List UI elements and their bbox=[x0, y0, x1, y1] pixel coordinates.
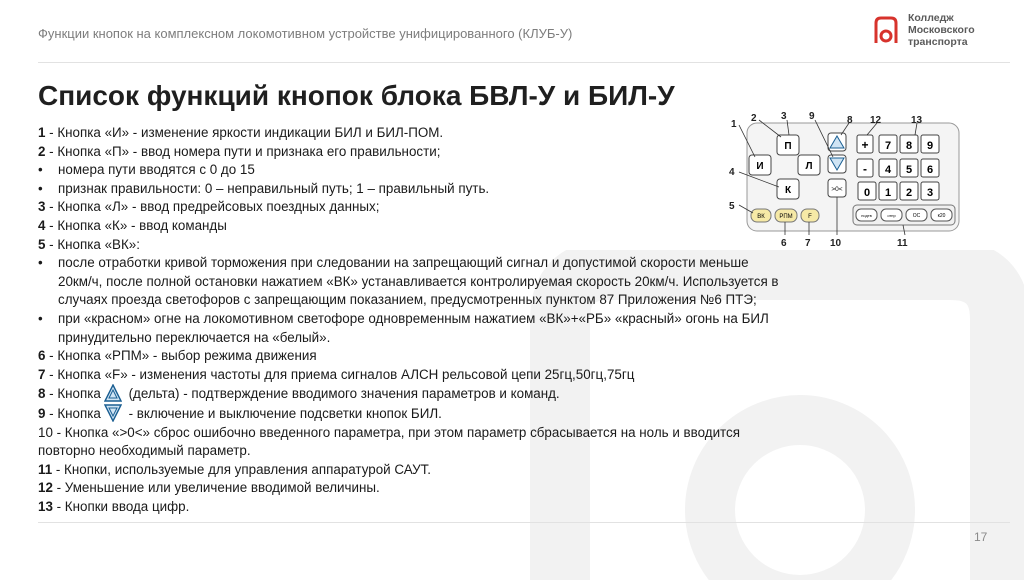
list-item bbox=[38, 404, 918, 424]
saut-key-label: отпр bbox=[887, 213, 896, 218]
callout-number: 1 bbox=[731, 119, 737, 130]
saut-key-label: подтв bbox=[861, 213, 872, 218]
item-text: - Кнопка bbox=[45, 386, 101, 402]
digit-key-label: 9 bbox=[926, 140, 934, 152]
item-number: 6 bbox=[38, 348, 46, 364]
item-number: 5 bbox=[38, 236, 46, 252]
saut-key-label: ОС bbox=[912, 213, 921, 219]
digit-key-label: 6 bbox=[926, 164, 934, 176]
callout-number: 2 bbox=[751, 113, 757, 124]
key-i-label: И bbox=[756, 161, 764, 172]
digit-key-label: 3 bbox=[926, 187, 934, 199]
page-title: Список функций кнопок блока БВЛ-У и БИЛ-У bbox=[38, 80, 675, 111]
callout-number: 11 bbox=[897, 238, 908, 249]
bullet-item: • номера пути вводятся с 0 до 15 bbox=[38, 161, 918, 180]
saut-key-label: к20 bbox=[937, 213, 946, 219]
item-number: 13 bbox=[38, 498, 53, 514]
list-item bbox=[38, 366, 918, 385]
item-text: - Кнопки ввода цифр. bbox=[52, 498, 190, 514]
footer-divider bbox=[38, 522, 1010, 523]
digit-key-label: 2 bbox=[905, 187, 913, 199]
list-item bbox=[38, 347, 918, 366]
digit-key-label: 0 bbox=[863, 187, 871, 199]
delta-triangle-up-icon bbox=[104, 384, 122, 402]
callout-number: 12 bbox=[870, 115, 882, 126]
callout-number: 10 bbox=[830, 238, 842, 249]
list-item bbox=[38, 384, 918, 404]
bullet-item: • при «красном» огне на локомотивном светофоре одновременным нажатием «ВК»+«РБ» «красный» огонь на БИЛ bbox=[38, 310, 918, 329]
key-vk-label: ВК bbox=[757, 214, 765, 220]
callout-number: 8 bbox=[847, 115, 853, 126]
digit-key-label: 7 bbox=[884, 140, 892, 152]
item-text: - Кнопка «П» - ввод номера пути и признака его правильности; bbox=[45, 143, 441, 159]
key-rpm-label: РПМ bbox=[779, 214, 793, 220]
logo-line-3: транспорта bbox=[908, 36, 968, 48]
item-number: 9 bbox=[38, 405, 46, 421]
item-text: - Кнопка «К» - ввод команды bbox=[45, 217, 227, 233]
page-number: 17 bbox=[974, 530, 988, 544]
bullet-continuation: случаях проезда светофоров с запрещающим показанием, предусмотренных пунктом 87 Приложения №6 ПТЭ; bbox=[58, 292, 757, 308]
college-logo-icon bbox=[872, 15, 900, 45]
list-item-continuation: повторно необходимый параметр. bbox=[38, 443, 251, 459]
item-text: - Кнопка «F» - изменения частоты для приема сигналов АЛСН рельсовой цепи 25гц,50гц,75гц bbox=[45, 366, 635, 382]
bullet-continuation: принудительно переключается на «белый». bbox=[58, 329, 331, 345]
bvl-bil-button-diagram bbox=[725, 105, 965, 250]
header-divider bbox=[38, 62, 1010, 63]
bullet-continuation: 20км/ч, после полной остановки нажатием «ВК» устанавливается контролируемая скорость 20км/ч. Используется в bbox=[58, 273, 779, 289]
key-plus-label: + bbox=[861, 138, 869, 152]
college-logo bbox=[872, 12, 975, 48]
item-text: (дельта) - подтверждение вводимого значения параметров и команд. bbox=[124, 386, 560, 402]
callout-number: 6 bbox=[781, 238, 787, 249]
item-text: - включение и выключение подсветки кнопок БИЛ. bbox=[124, 405, 442, 421]
digit-key-label: 8 bbox=[905, 140, 913, 152]
callout-number: 13 bbox=[911, 115, 923, 126]
logo-line-1: Колледж bbox=[908, 12, 954, 24]
list-item bbox=[38, 461, 918, 480]
callout-number: 3 bbox=[781, 111, 787, 122]
bullet-item: • после отработки кривой торможения при следовании на запрещающий сигнал и допустимой скорости меньше bbox=[38, 254, 918, 273]
digit-key-label: 1 bbox=[884, 187, 892, 199]
item-number: 4 bbox=[38, 217, 46, 233]
triangle-down-icon bbox=[104, 404, 122, 422]
list-item bbox=[38, 498, 918, 517]
key-f-label: F bbox=[808, 214, 812, 220]
bullet-item: • признак правильности: 0 – неправильный путь; 1 – правильный путь. bbox=[38, 180, 918, 199]
callout-number: 4 bbox=[729, 167, 735, 178]
item-number: 2 bbox=[38, 143, 46, 159]
key-reset-label: >0< bbox=[831, 186, 843, 193]
item-number: 7 bbox=[38, 366, 46, 382]
key-k-label: К bbox=[784, 185, 792, 196]
item-text: - Кнопка «И» - изменение яркости индикации БИЛ и БИЛ-ПОМ. bbox=[45, 125, 444, 140]
logo-line-2: Московского bbox=[908, 24, 975, 36]
item-number: 11 bbox=[38, 461, 53, 477]
item-text: - Кнопка bbox=[45, 405, 101, 421]
callout-number: 9 bbox=[809, 111, 815, 122]
list-item bbox=[38, 479, 918, 498]
item-number: 1 bbox=[38, 125, 46, 140]
key-triangle-down bbox=[828, 155, 846, 173]
key-minus-label: - bbox=[863, 162, 867, 176]
key-p-label: П bbox=[784, 141, 792, 152]
item-text: - Кнопки, используемые для управления аппаратурой САУТ. bbox=[52, 461, 431, 477]
item-number: 8 bbox=[38, 386, 46, 402]
item-text: - Кнопка «ВК»: bbox=[45, 236, 140, 252]
header-subtitle: Функции кнопок на комплексном локомотивном устройстве унифицированного (КЛУБ-У) bbox=[38, 26, 573, 41]
item-text: - Уменьшение или увеличение вводимой величины. bbox=[52, 480, 380, 496]
digit-key-label: 5 bbox=[905, 164, 913, 176]
digit-key-label: 4 bbox=[884, 164, 892, 176]
key-l-label: Л bbox=[805, 161, 813, 172]
item-number: 12 bbox=[38, 480, 53, 496]
callout-number: 7 bbox=[805, 238, 811, 249]
item-text: - Кнопка «Л» - ввод предрейсовых поездных данных; bbox=[45, 199, 380, 215]
item-text: - Кнопка «РПМ» - выбор режима движения bbox=[45, 348, 317, 364]
callout-number: 5 bbox=[729, 201, 735, 212]
list-item: 10 - Кнопка «>0<» сброс ошибочно введенного параметра, при этом параметр сбрасывается на ноль и вводится bbox=[38, 424, 740, 440]
item-number: 3 bbox=[38, 199, 46, 215]
key-delta-up bbox=[828, 133, 846, 151]
